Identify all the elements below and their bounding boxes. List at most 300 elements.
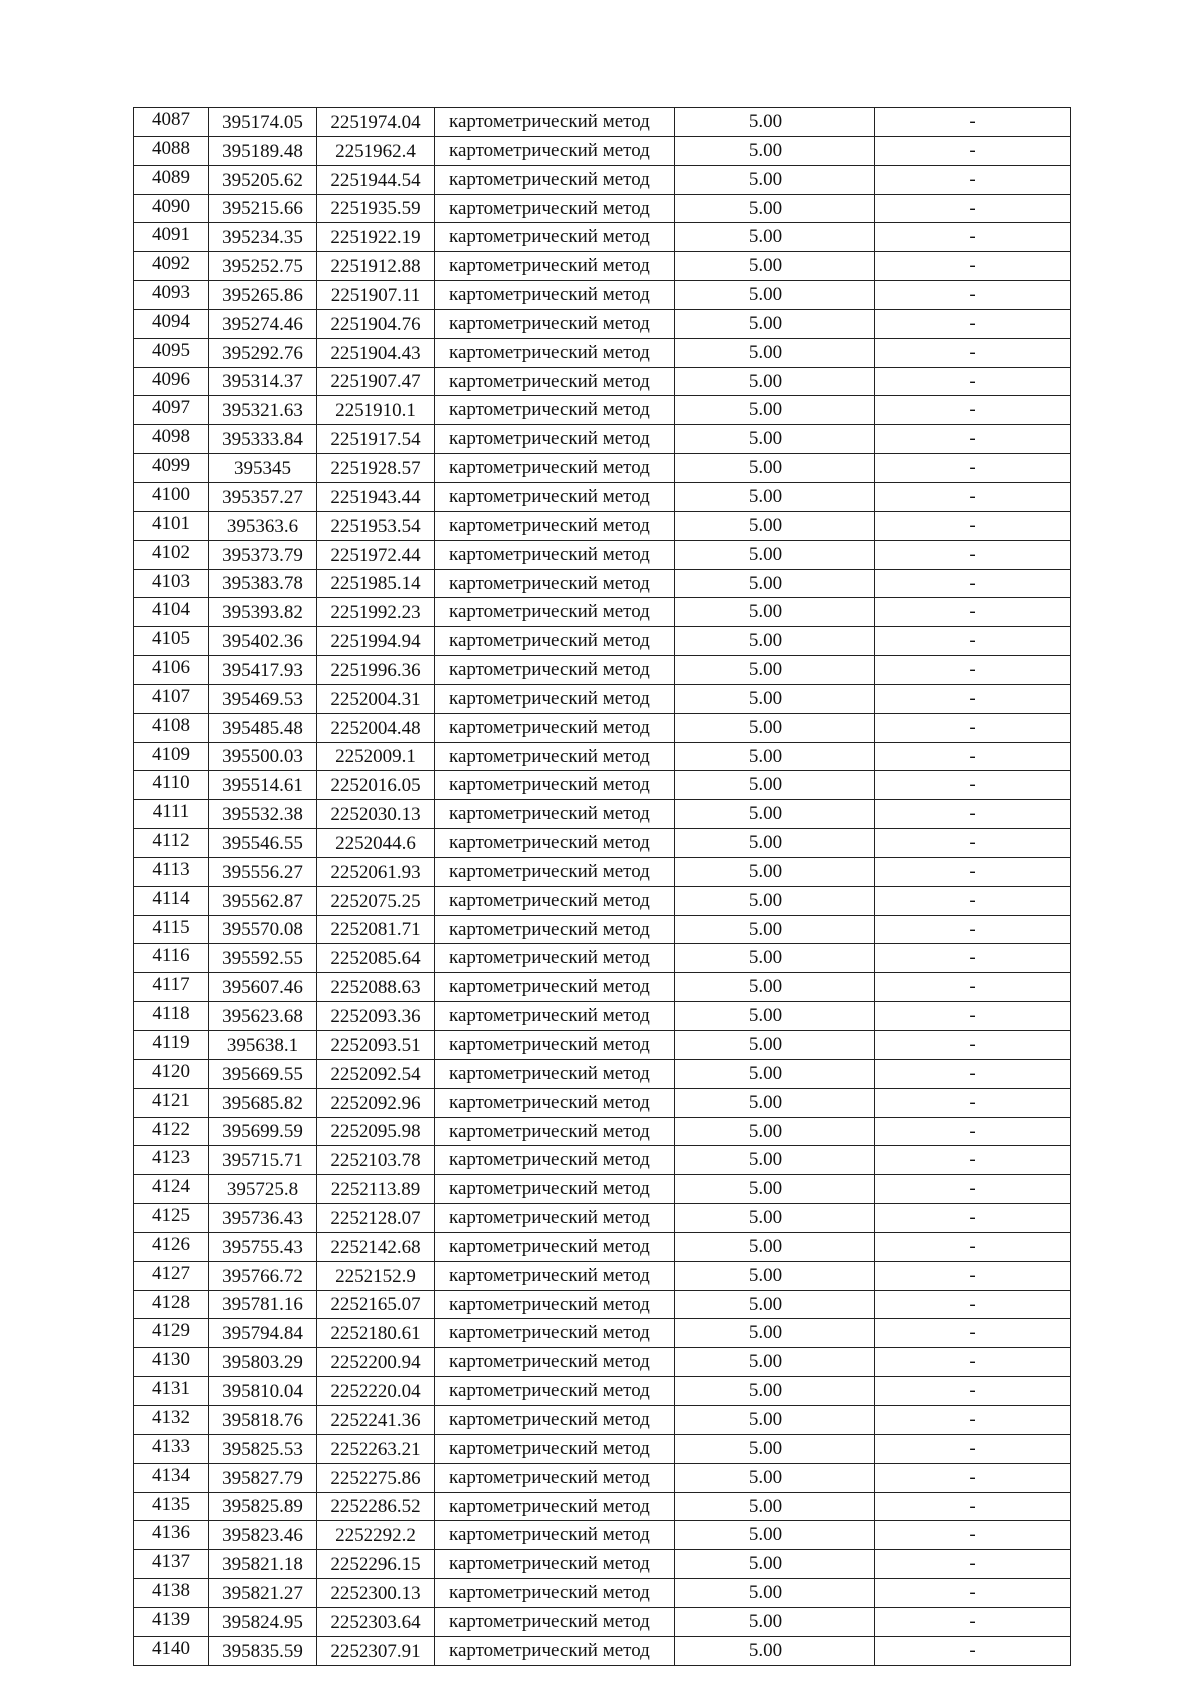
y-coordinate-cell: 2252275.86 [317, 1463, 435, 1492]
point-number-cell: 4136 [134, 1521, 209, 1550]
y-coordinate-cell: 2251907.47 [317, 367, 435, 396]
coordinates-table [133, 107, 1071, 1666]
y-coordinate-cell: 2251985.14 [317, 569, 435, 598]
y-coordinate-cell: 2251943.44 [317, 482, 435, 511]
method-cell: картометрический метод [435, 1232, 675, 1261]
method-cell: картометрический метод [435, 108, 675, 137]
accuracy-cell: 5.00 [675, 309, 875, 338]
x-coordinate-cell: 395725.8 [209, 1175, 317, 1204]
x-coordinate-cell: 395417.93 [209, 656, 317, 685]
table-row [134, 136, 1071, 165]
method-cell: картометрический метод [435, 1088, 675, 1117]
y-coordinate-cell: 2252165.07 [317, 1290, 435, 1319]
table-row [134, 1377, 1071, 1406]
accuracy-cell: 5.00 [675, 1579, 875, 1608]
table-row [134, 1579, 1071, 1608]
point-number-cell: 4138 [134, 1579, 209, 1608]
accuracy-cell: 5.00 [675, 136, 875, 165]
method-cell: картометрический метод [435, 1492, 675, 1521]
accuracy-cell: 5.00 [675, 944, 875, 973]
x-coordinate-cell: 395669.55 [209, 1059, 317, 1088]
accuracy-cell: 5.00 [675, 1550, 875, 1579]
x-coordinate-cell: 395818.76 [209, 1405, 317, 1434]
accuracy-cell: 5.00 [675, 338, 875, 367]
x-coordinate-cell: 395314.37 [209, 367, 317, 396]
y-coordinate-cell: 2251974.04 [317, 108, 435, 137]
x-coordinate-cell: 395532.38 [209, 800, 317, 829]
accuracy-cell: 5.00 [675, 684, 875, 713]
accuracy-cell: 5.00 [675, 1002, 875, 1031]
point-number-cell: 4100 [134, 482, 209, 511]
y-coordinate-cell: 2251912.88 [317, 252, 435, 281]
point-number-cell: 4109 [134, 742, 209, 771]
point-number-cell: 4115 [134, 915, 209, 944]
x-coordinate-cell: 395174.05 [209, 108, 317, 137]
method-cell: картометрический метод [435, 1521, 675, 1550]
description-cell: - [875, 454, 1071, 483]
description-cell: - [875, 598, 1071, 627]
y-coordinate-cell: 2252303.64 [317, 1607, 435, 1636]
table-row [134, 367, 1071, 396]
x-coordinate-cell: 395810.04 [209, 1377, 317, 1406]
method-cell: картометрический метод [435, 194, 675, 223]
point-number-cell: 4139 [134, 1607, 209, 1636]
x-coordinate-cell: 395500.03 [209, 742, 317, 771]
description-cell: - [875, 684, 1071, 713]
description-cell: - [875, 857, 1071, 886]
description-cell: - [875, 1550, 1071, 1579]
table-row [134, 627, 1071, 656]
accuracy-cell: 5.00 [675, 1232, 875, 1261]
description-cell: - [875, 829, 1071, 858]
table-row [134, 338, 1071, 367]
x-coordinate-cell: 395189.48 [209, 136, 317, 165]
point-number-cell: 4103 [134, 569, 209, 598]
description-cell: - [875, 1405, 1071, 1434]
description-cell: - [875, 396, 1071, 425]
method-cell: картометрический метод [435, 1550, 675, 1579]
y-coordinate-cell: 2252142.68 [317, 1232, 435, 1261]
y-coordinate-cell: 2252113.89 [317, 1175, 435, 1204]
x-coordinate-cell: 395623.68 [209, 1002, 317, 1031]
x-coordinate-cell: 395321.63 [209, 396, 317, 425]
x-coordinate-cell: 395699.59 [209, 1117, 317, 1146]
table-row [134, 857, 1071, 886]
description-cell: - [875, 136, 1071, 165]
table-row [134, 1204, 1071, 1233]
x-coordinate-cell: 395546.55 [209, 829, 317, 858]
accuracy-cell: 5.00 [675, 281, 875, 310]
x-coordinate-cell: 395821.27 [209, 1579, 317, 1608]
accuracy-cell: 5.00 [675, 108, 875, 137]
accuracy-cell: 5.00 [675, 1463, 875, 1492]
accuracy-cell: 5.00 [675, 165, 875, 194]
table-row [134, 108, 1071, 137]
x-coordinate-cell: 395402.36 [209, 627, 317, 656]
method-cell: картометрический метод [435, 771, 675, 800]
table-row [134, 829, 1071, 858]
accuracy-cell: 5.00 [675, 569, 875, 598]
table-row [134, 915, 1071, 944]
point-number-cell: 4131 [134, 1377, 209, 1406]
method-cell: картометрический метод [435, 1319, 675, 1348]
point-number-cell: 4133 [134, 1434, 209, 1463]
point-number-cell: 4092 [134, 252, 209, 281]
x-coordinate-cell: 395485.48 [209, 713, 317, 742]
method-cell: картометрический метод [435, 309, 675, 338]
point-number-cell: 4135 [134, 1492, 209, 1521]
method-cell: картометрический метод [435, 1059, 675, 1088]
y-coordinate-cell: 2252030.13 [317, 800, 435, 829]
table-row [134, 771, 1071, 800]
point-number-cell: 4087 [134, 108, 209, 137]
description-cell: - [875, 1607, 1071, 1636]
x-coordinate-cell: 395345 [209, 454, 317, 483]
table-row [134, 281, 1071, 310]
accuracy-cell: 5.00 [675, 1319, 875, 1348]
x-coordinate-cell: 395794.84 [209, 1319, 317, 1348]
y-coordinate-cell: 2251922.19 [317, 223, 435, 252]
x-coordinate-cell: 395827.79 [209, 1463, 317, 1492]
point-number-cell: 4137 [134, 1550, 209, 1579]
description-cell: - [875, 1059, 1071, 1088]
x-coordinate-cell: 395393.82 [209, 598, 317, 627]
y-coordinate-cell: 2252103.78 [317, 1146, 435, 1175]
description-cell: - [875, 1377, 1071, 1406]
table-row [134, 742, 1071, 771]
point-number-cell: 4111 [134, 800, 209, 829]
method-cell: картометрический метод [435, 627, 675, 656]
y-coordinate-cell: 2252044.6 [317, 829, 435, 858]
y-coordinate-cell: 2252263.21 [317, 1434, 435, 1463]
point-number-cell: 4128 [134, 1290, 209, 1319]
method-cell: картометрический метод [435, 1579, 675, 1608]
y-coordinate-cell: 2252081.71 [317, 915, 435, 944]
table-row [134, 1175, 1071, 1204]
description-cell: - [875, 1290, 1071, 1319]
y-coordinate-cell: 2252296.15 [317, 1550, 435, 1579]
point-number-cell: 4095 [134, 338, 209, 367]
table-row [134, 1290, 1071, 1319]
accuracy-cell: 5.00 [675, 1088, 875, 1117]
description-cell: - [875, 1261, 1071, 1290]
point-number-cell: 4110 [134, 771, 209, 800]
accuracy-cell: 5.00 [675, 1261, 875, 1290]
point-number-cell: 4132 [134, 1405, 209, 1434]
y-coordinate-cell: 2252152.9 [317, 1261, 435, 1290]
point-number-cell: 4106 [134, 656, 209, 685]
method-cell: картометрический метод [435, 944, 675, 973]
y-coordinate-cell: 2251928.57 [317, 454, 435, 483]
point-number-cell: 4093 [134, 281, 209, 310]
point-number-cell: 4121 [134, 1088, 209, 1117]
method-cell: картометрический метод [435, 396, 675, 425]
table-row [134, 1636, 1071, 1665]
description-cell: - [875, 223, 1071, 252]
accuracy-cell: 5.00 [675, 771, 875, 800]
method-cell: картометрический метод [435, 1377, 675, 1406]
y-coordinate-cell: 2252016.05 [317, 771, 435, 800]
point-number-cell: 4099 [134, 454, 209, 483]
x-coordinate-cell: 395357.27 [209, 482, 317, 511]
accuracy-cell: 5.00 [675, 1204, 875, 1233]
point-number-cell: 4124 [134, 1175, 209, 1204]
description-cell: - [875, 338, 1071, 367]
x-coordinate-cell: 395205.62 [209, 165, 317, 194]
description-cell: - [875, 1175, 1071, 1204]
y-coordinate-cell: 2251972.44 [317, 540, 435, 569]
y-coordinate-cell: 2252092.54 [317, 1059, 435, 1088]
accuracy-cell: 5.00 [675, 1031, 875, 1060]
y-coordinate-cell: 2252092.96 [317, 1088, 435, 1117]
point-number-cell: 4130 [134, 1348, 209, 1377]
accuracy-cell: 5.00 [675, 1059, 875, 1088]
point-number-cell: 4097 [134, 396, 209, 425]
method-cell: картометрический метод [435, 829, 675, 858]
point-number-cell: 4096 [134, 367, 209, 396]
description-cell: - [875, 1232, 1071, 1261]
accuracy-cell: 5.00 [675, 886, 875, 915]
x-coordinate-cell: 395824.95 [209, 1607, 317, 1636]
table-row [134, 569, 1071, 598]
method-cell: картометрический метод [435, 857, 675, 886]
accuracy-cell: 5.00 [675, 252, 875, 281]
x-coordinate-cell: 395265.86 [209, 281, 317, 310]
description-cell: - [875, 944, 1071, 973]
accuracy-cell: 5.00 [675, 1434, 875, 1463]
x-coordinate-cell: 395292.76 [209, 338, 317, 367]
method-cell: картометрический метод [435, 684, 675, 713]
description-cell: - [875, 165, 1071, 194]
description-cell: - [875, 108, 1071, 137]
x-coordinate-cell: 395823.46 [209, 1521, 317, 1550]
method-cell: картометрический метод [435, 915, 675, 944]
method-cell: картометрический метод [435, 367, 675, 396]
accuracy-cell: 5.00 [675, 1348, 875, 1377]
point-number-cell: 4122 [134, 1117, 209, 1146]
x-coordinate-cell: 395755.43 [209, 1232, 317, 1261]
accuracy-cell: 5.00 [675, 1607, 875, 1636]
method-cell: картометрический метод [435, 281, 675, 310]
table-row [134, 396, 1071, 425]
method-cell: картометрический метод [435, 540, 675, 569]
y-coordinate-cell: 2251904.76 [317, 309, 435, 338]
y-coordinate-cell: 2252088.63 [317, 973, 435, 1002]
table-row [134, 684, 1071, 713]
y-coordinate-cell: 2252307.91 [317, 1636, 435, 1665]
description-cell: - [875, 1463, 1071, 1492]
accuracy-cell: 5.00 [675, 598, 875, 627]
description-cell: - [875, 1031, 1071, 1060]
point-number-cell: 4125 [134, 1204, 209, 1233]
method-cell: картометрический метод [435, 136, 675, 165]
accuracy-cell: 5.00 [675, 973, 875, 1002]
table-row [134, 1463, 1071, 1492]
y-coordinate-cell: 2252200.94 [317, 1348, 435, 1377]
point-number-cell: 4119 [134, 1031, 209, 1060]
table-row [134, 1146, 1071, 1175]
accuracy-cell: 5.00 [675, 1377, 875, 1406]
description-cell: - [875, 1636, 1071, 1665]
description-cell: - [875, 252, 1071, 281]
table-row [134, 165, 1071, 194]
method-cell: картометрический метод [435, 1434, 675, 1463]
y-coordinate-cell: 2252093.36 [317, 1002, 435, 1031]
accuracy-cell: 5.00 [675, 511, 875, 540]
y-coordinate-cell: 2252093.51 [317, 1031, 435, 1060]
point-number-cell: 4117 [134, 973, 209, 1002]
y-coordinate-cell: 2252085.64 [317, 944, 435, 973]
table-row [134, 1088, 1071, 1117]
point-number-cell: 4134 [134, 1463, 209, 1492]
table-row [134, 511, 1071, 540]
accuracy-cell: 5.00 [675, 1146, 875, 1175]
y-coordinate-cell: 2252004.31 [317, 684, 435, 713]
accuracy-cell: 5.00 [675, 482, 875, 511]
description-cell: - [875, 742, 1071, 771]
y-coordinate-cell: 2252292.2 [317, 1521, 435, 1550]
method-cell: картометрический метод [435, 1146, 675, 1175]
y-coordinate-cell: 2251917.54 [317, 425, 435, 454]
description-cell: - [875, 1521, 1071, 1550]
y-coordinate-cell: 2252180.61 [317, 1319, 435, 1348]
y-coordinate-cell: 2251953.54 [317, 511, 435, 540]
x-coordinate-cell: 395383.78 [209, 569, 317, 598]
y-coordinate-cell: 2251907.11 [317, 281, 435, 310]
x-coordinate-cell: 395333.84 [209, 425, 317, 454]
method-cell: картометрический метод [435, 800, 675, 829]
point-number-cell: 4123 [134, 1146, 209, 1175]
method-cell: картометрический метод [435, 454, 675, 483]
x-coordinate-cell: 395234.35 [209, 223, 317, 252]
description-cell: - [875, 309, 1071, 338]
x-coordinate-cell: 395570.08 [209, 915, 317, 944]
description-cell: - [875, 1002, 1071, 1031]
point-number-cell: 4129 [134, 1319, 209, 1348]
point-number-cell: 4102 [134, 540, 209, 569]
accuracy-cell: 5.00 [675, 1492, 875, 1521]
table-row [134, 540, 1071, 569]
point-number-cell: 4101 [134, 511, 209, 540]
y-coordinate-cell: 2251996.36 [317, 656, 435, 685]
y-coordinate-cell: 2252220.04 [317, 1377, 435, 1406]
method-cell: картометрический метод [435, 1405, 675, 1434]
accuracy-cell: 5.00 [675, 194, 875, 223]
table-row [134, 1492, 1071, 1521]
point-number-cell: 4091 [134, 223, 209, 252]
x-coordinate-cell: 395373.79 [209, 540, 317, 569]
method-cell: картометрический метод [435, 1261, 675, 1290]
point-number-cell: 4105 [134, 627, 209, 656]
description-cell: - [875, 540, 1071, 569]
accuracy-cell: 5.00 [675, 1521, 875, 1550]
accuracy-cell: 5.00 [675, 540, 875, 569]
x-coordinate-cell: 395736.43 [209, 1204, 317, 1233]
x-coordinate-cell: 395514.61 [209, 771, 317, 800]
point-number-cell: 4089 [134, 165, 209, 194]
description-cell: - [875, 656, 1071, 685]
point-number-cell: 4116 [134, 944, 209, 973]
x-coordinate-cell: 395562.87 [209, 886, 317, 915]
table-row [134, 309, 1071, 338]
table-row [134, 454, 1071, 483]
y-coordinate-cell: 2252128.07 [317, 1204, 435, 1233]
description-cell: - [875, 1434, 1071, 1463]
accuracy-cell: 5.00 [675, 829, 875, 858]
accuracy-cell: 5.00 [675, 223, 875, 252]
point-number-cell: 4113 [134, 857, 209, 886]
table-row [134, 1607, 1071, 1636]
accuracy-cell: 5.00 [675, 1117, 875, 1146]
method-cell: картометрический метод [435, 973, 675, 1002]
description-cell: - [875, 713, 1071, 742]
table-row [134, 1434, 1071, 1463]
accuracy-cell: 5.00 [675, 396, 875, 425]
description-cell: - [875, 800, 1071, 829]
point-number-cell: 4118 [134, 1002, 209, 1031]
accuracy-cell: 5.00 [675, 454, 875, 483]
x-coordinate-cell: 395803.29 [209, 1348, 317, 1377]
method-cell: картометрический метод [435, 338, 675, 367]
point-number-cell: 4090 [134, 194, 209, 223]
y-coordinate-cell: 2252241.36 [317, 1405, 435, 1434]
description-cell: - [875, 511, 1071, 540]
accuracy-cell: 5.00 [675, 425, 875, 454]
method-cell: картометрический метод [435, 598, 675, 627]
description-cell: - [875, 973, 1071, 1002]
description-cell: - [875, 1492, 1071, 1521]
description-cell: - [875, 1117, 1071, 1146]
point-number-cell: 4112 [134, 829, 209, 858]
method-cell: картометрический метод [435, 1290, 675, 1319]
method-cell: картометрический метод [435, 1031, 675, 1060]
accuracy-cell: 5.00 [675, 656, 875, 685]
point-number-cell: 4127 [134, 1261, 209, 1290]
description-cell: - [875, 915, 1071, 944]
accuracy-cell: 5.00 [675, 367, 875, 396]
x-coordinate-cell: 395825.53 [209, 1434, 317, 1463]
x-coordinate-cell: 395252.75 [209, 252, 317, 281]
x-coordinate-cell: 395363.6 [209, 511, 317, 540]
y-coordinate-cell: 2252061.93 [317, 857, 435, 886]
x-coordinate-cell: 395274.46 [209, 309, 317, 338]
table-row [134, 425, 1071, 454]
method-cell: картометрический метод [435, 252, 675, 281]
x-coordinate-cell: 395766.72 [209, 1261, 317, 1290]
point-number-cell: 4114 [134, 886, 209, 915]
accuracy-cell: 5.00 [675, 1290, 875, 1319]
method-cell: картометрический метод [435, 511, 675, 540]
method-cell: картометрический метод [435, 1175, 675, 1204]
y-coordinate-cell: 2251944.54 [317, 165, 435, 194]
description-cell: - [875, 886, 1071, 915]
method-cell: картометрический метод [435, 482, 675, 511]
point-number-cell: 4094 [134, 309, 209, 338]
point-number-cell: 4140 [134, 1636, 209, 1665]
table-row [134, 1059, 1071, 1088]
accuracy-cell: 5.00 [675, 1175, 875, 1204]
x-coordinate-cell: 395781.16 [209, 1290, 317, 1319]
method-cell: картометрический метод [435, 886, 675, 915]
table-row [134, 223, 1071, 252]
x-coordinate-cell: 395821.18 [209, 1550, 317, 1579]
accuracy-cell: 5.00 [675, 800, 875, 829]
accuracy-cell: 5.00 [675, 1405, 875, 1434]
description-cell: - [875, 569, 1071, 598]
description-cell: - [875, 627, 1071, 656]
method-cell: картометрический метод [435, 1463, 675, 1492]
description-cell: - [875, 771, 1071, 800]
